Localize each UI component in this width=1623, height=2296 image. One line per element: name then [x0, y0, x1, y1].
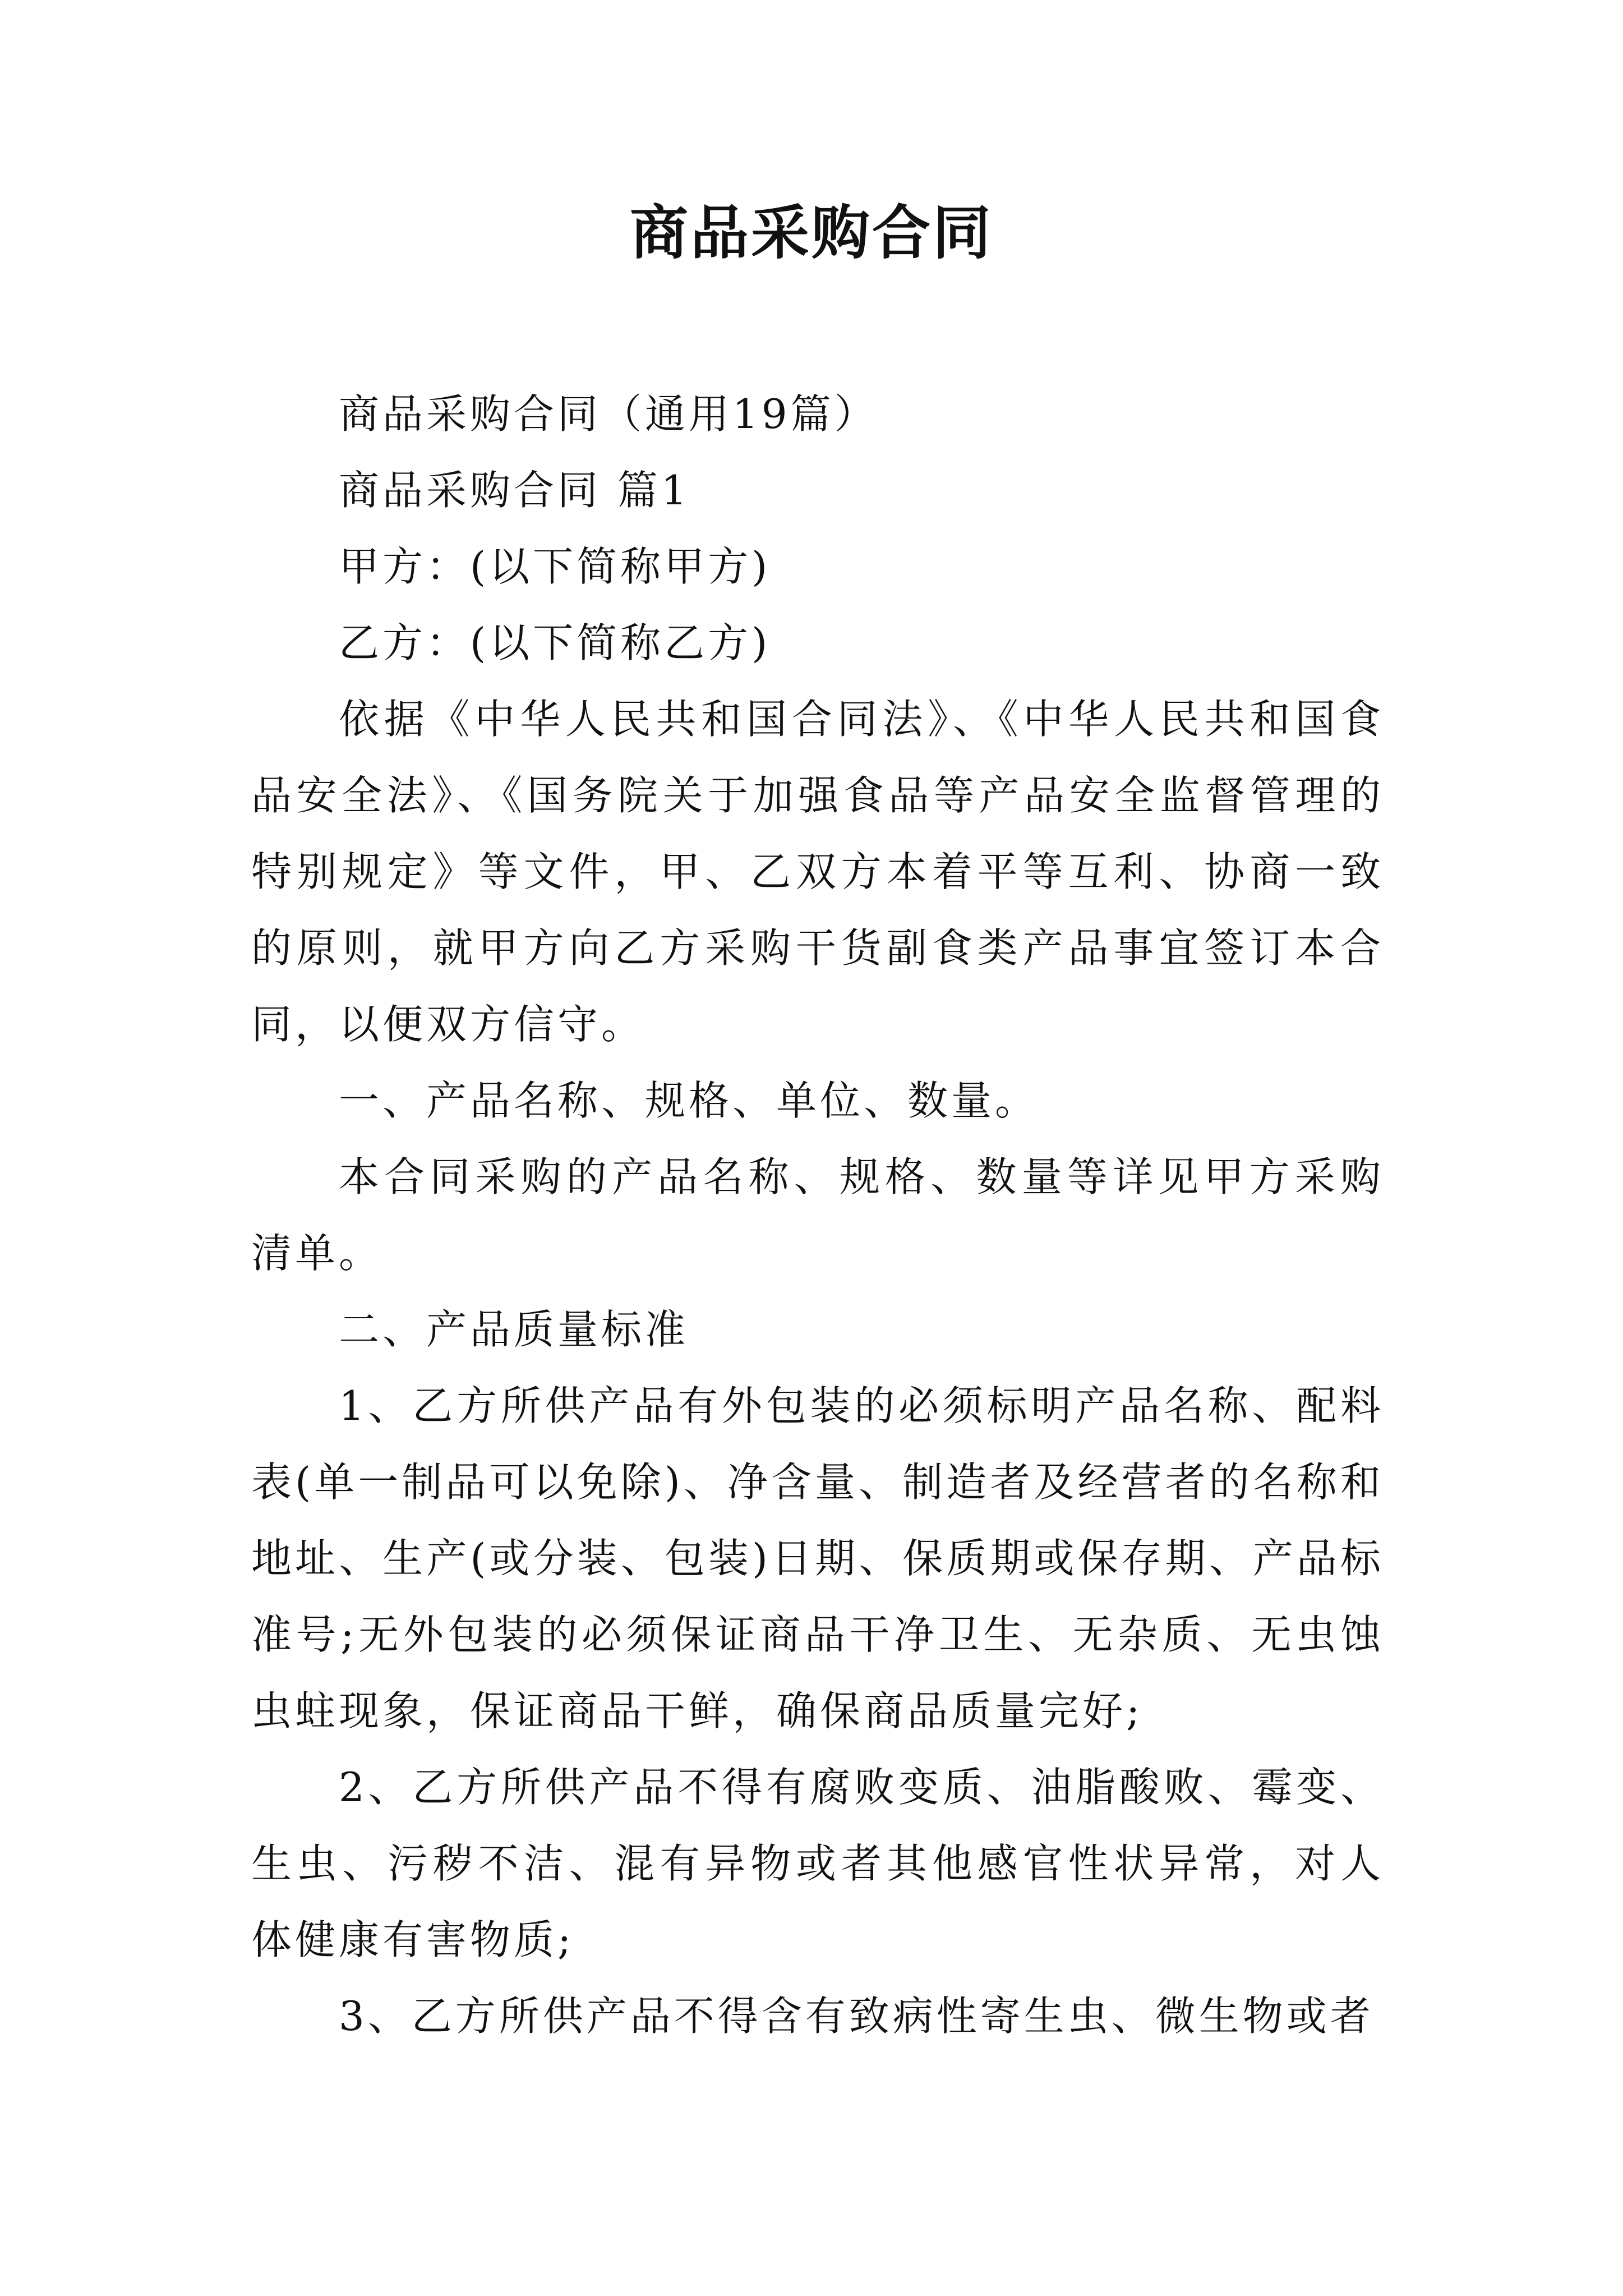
paragraph-clause-2-item-1: 1、乙方所供产品有外包装的必须标明产品名称、配料表(单一制品可以免除)、净含量、制造者及经营者的名称和地址、生产(或分装、包装)日期、保质期或保存期、产品标准号;无外包装的必须保证商品干净卫生、无杂质、无虫蚀虫蛀现象，保证商品干鲜，确保商品质量完好; — [251, 1382, 1384, 1734]
paragraph-clause-2-item-3: 3、乙方所供产品不得含有致病性寄生虫、微生物或者 — [339, 1993, 1374, 2040]
paragraph-party-b: 乙方：(以下简称乙方) — [339, 619, 771, 666]
paragraph-clause-1-heading: 一、产品名称、规格、单位、数量。 — [339, 1077, 1039, 1124]
paragraph-clause-2-heading: 二、产品质量标准 — [339, 1306, 689, 1353]
document-title: 商品采购合同 — [629, 198, 993, 267]
paragraph-section-heading: 商品采购合同 篇1 — [339, 467, 690, 514]
paragraph-clause-1-body: 本合同采购的产品名称、规格、数量等详见甲方采购清单。 — [251, 1153, 1384, 1277]
paragraph-preamble: 依据《中华人民共和国合同法》、《中华人民共和国食品安全法》、《国务院关于加强食品等产品安全监督管理的特别规定》等文件，甲、乙双方本着平等互利、协商一致的原则，就甲方向乙方采购干货副食类产品事宜签订本合同，以便双方信守。 — [251, 696, 1384, 1048]
paragraph-party-a: 甲方：(以下简称甲方) — [339, 543, 771, 590]
paragraph-subtitle: 商品采购合同（通用19篇） — [339, 390, 878, 438]
paragraph-clause-2-item-2: 2、乙方所供产品不得有腐败变质、油脂酸败、霉变、生虫、污秽不洁、混有异物或者其他感官性状异常，对人体健康有害物质; — [251, 1764, 1384, 1963]
document-body — [251, 376, 1384, 2054]
